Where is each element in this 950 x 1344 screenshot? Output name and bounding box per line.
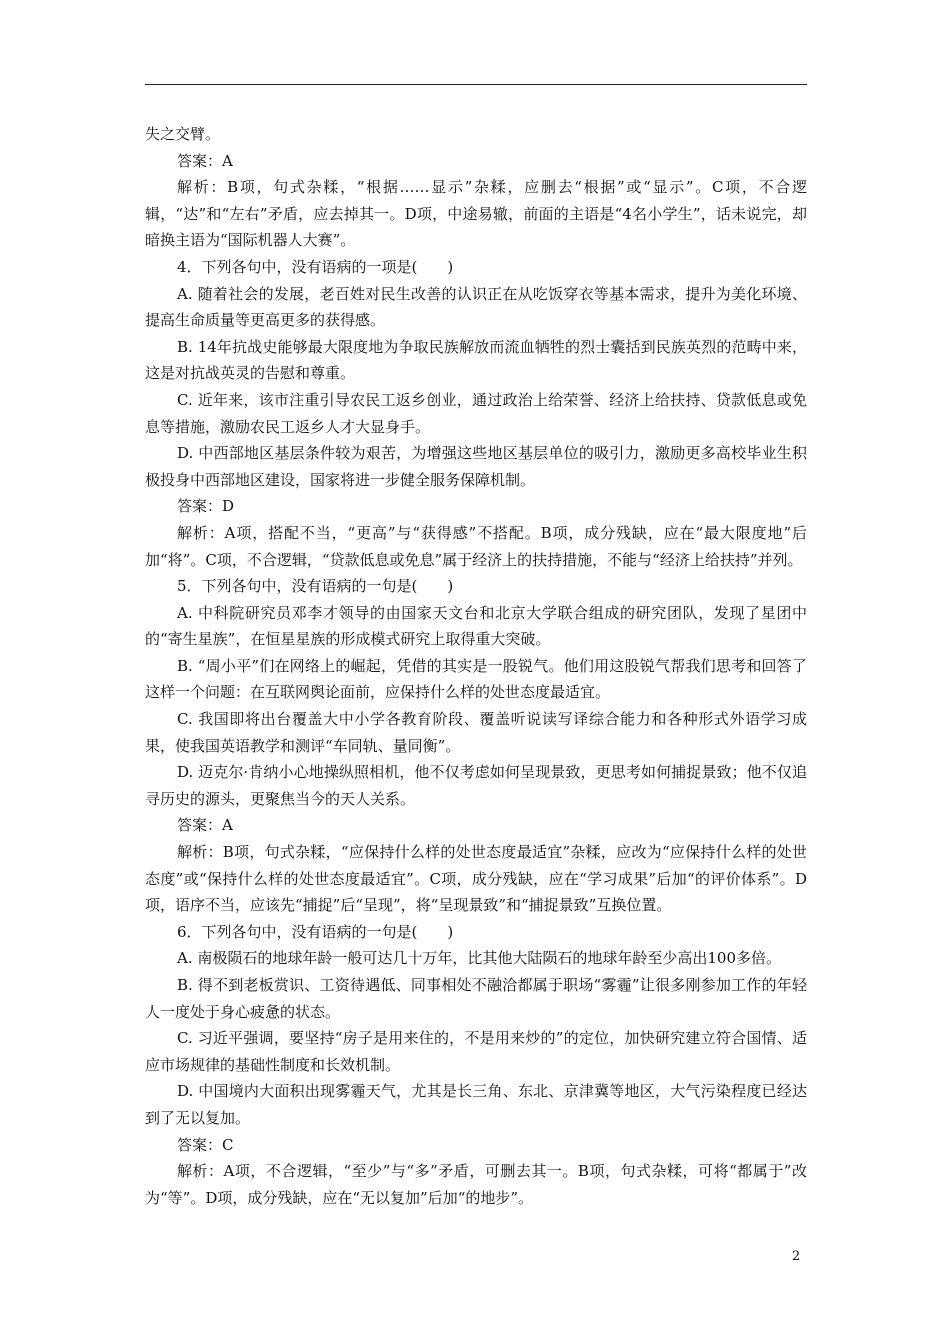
question-6: 6．下列各句中，没有语病的一句是( ) (177, 922, 454, 941)
option-c: C. 近年来，该市注重引导农民工返乡创业，通过政治上给荣誉、经济上给扶持、贷款低息或免息等措施，激励农民工返乡人才大显身手。 (145, 390, 807, 436)
explanation-paragraph: 解析：B项，句式杂糅，“应保持什么样的处世态度最适宜”杂糅，应改为“应保持什么样的处世态度”或“保持什么样的处世态度最适宜”。C项，成分残缺，应在“学习成果”后加“的评价体系”。D项，语序不当，应该先“捕捉”后“呈现”，将“呈现景致”和“捕捉景致”互换位置。 (145, 843, 807, 915)
answer-line: 答案：A (177, 151, 233, 170)
answer-line: 答案：D (177, 497, 235, 516)
option-a: A. 随着社会的发展，老百姓对民生改善的认识正在从吃饭穿衣等基本需求，提升为美化环境、提高生命质量等更高更多的获得感。 (145, 284, 807, 330)
option-c: C. 我国即将出台覆盖大中小学各教育阶段、覆盖听说读写译综合能力和各种形式外语学习成果，使我国英语教学和测评“车同轨、量同衡”。 (145, 710, 807, 755)
option-d: D. 中国境内大面积出现雾霾天气，尤其是长三角、东北、京津冀等地区，大气污染程度已经达到了无以复加。 (145, 1082, 807, 1127)
explanation-paragraph: 解析：A项，不合逻辑，“至少”与“多”矛盾，可删去其一。B项，句式杂糅，可将“都属于”改为“等”。D项，成分残缺，应在“无以复加”后加“的地步”。 (145, 1162, 807, 1207)
explanation-paragraph: 解析：B项，句式杂糅，“根据……显示”杂糅，应删去“根据”或“显示”。C项，不合逻辑，“达”和“左右”矛盾，应去掉其一。D项，中途易辙，前面的主语是“4名小学生”，话未说完，却暗换主语为“国际机器人大赛”。 (145, 178, 807, 250)
option-b: B. 14年抗战史能够最大限度地为争取民族解放而流血牺牲的烈士囊括到民族英烈的范畴中来，这是对抗战英灵的告慰和尊重。 (145, 337, 807, 383)
option-c: C. 习近平强调，要坚持“房子是用来住的，不是用来炒的”的定位，加快研究建立符合国情、适应市场规律的基础性制度和长效机制。 (145, 1029, 807, 1074)
option-d: D. 中西部地区基层条件较为艰苦，为增强这些地区基层单位的吸引力，激励更多高校毕业生积极投身中西部地区建设，国家将进一步健全服务保障机制。 (145, 444, 807, 489)
answer-line: 答案：A (177, 816, 233, 835)
option-a: A. 中科院研究员邓李才领导的由国家天文台和北京大学联合组成的研究团队，发现了星团中的“寄生星族”，在恒星星族的形成模式研究上取得重大突破。 (145, 603, 807, 649)
header-rule (145, 84, 807, 85)
option-d: D. 迈克尔·肯纳小心地操纵照相机，他不仅考虑如何呈现景致，更思考如何捕捉景致；他不仅追寻历史的源头，更聚焦当今的天人关系。 (145, 763, 807, 808)
option-b: B. “周小平”们在网络上的崛起，凭借的其实是一股锐气。他们用这股锐气帮我们思考和回答了这样一个问题：在互联网舆论面前，应保持什么样的处世态度最适宜。 (145, 656, 807, 702)
question-5: 5．下列各句中，没有语病的一句是( ) (177, 577, 454, 596)
document-body (145, 121, 807, 1211)
question-4: 4．下列各句中，没有语病的一项是( ) (177, 257, 454, 276)
option-a: A. 南极陨石的地球年龄一般可达几十万年，比其他大陆陨石的地球年龄至少高出100多倍。 (177, 949, 782, 968)
explanation-paragraph: 解析：A项，搭配不当，“更高”与“获得感”不搭配。B项，成分残缺，应在“最大限度地”后加“将”。C项，不合逻辑，“贷款低息或免息”属于经济上的扶持措施，不能与“经济上给扶持”并列。 (145, 523, 807, 569)
page-number: 2 (792, 1249, 801, 1264)
answer-line: 答案：C (177, 1135, 234, 1154)
paragraph-continuation: 失之交臂。 (145, 125, 221, 143)
option-b: B. 得不到老板赏识、工资待遇低、同事相处不融洽都属于职场“雾霾”让很多刚参加工作的年轻人一度处于身心疲惫的状态。 (145, 976, 807, 1021)
